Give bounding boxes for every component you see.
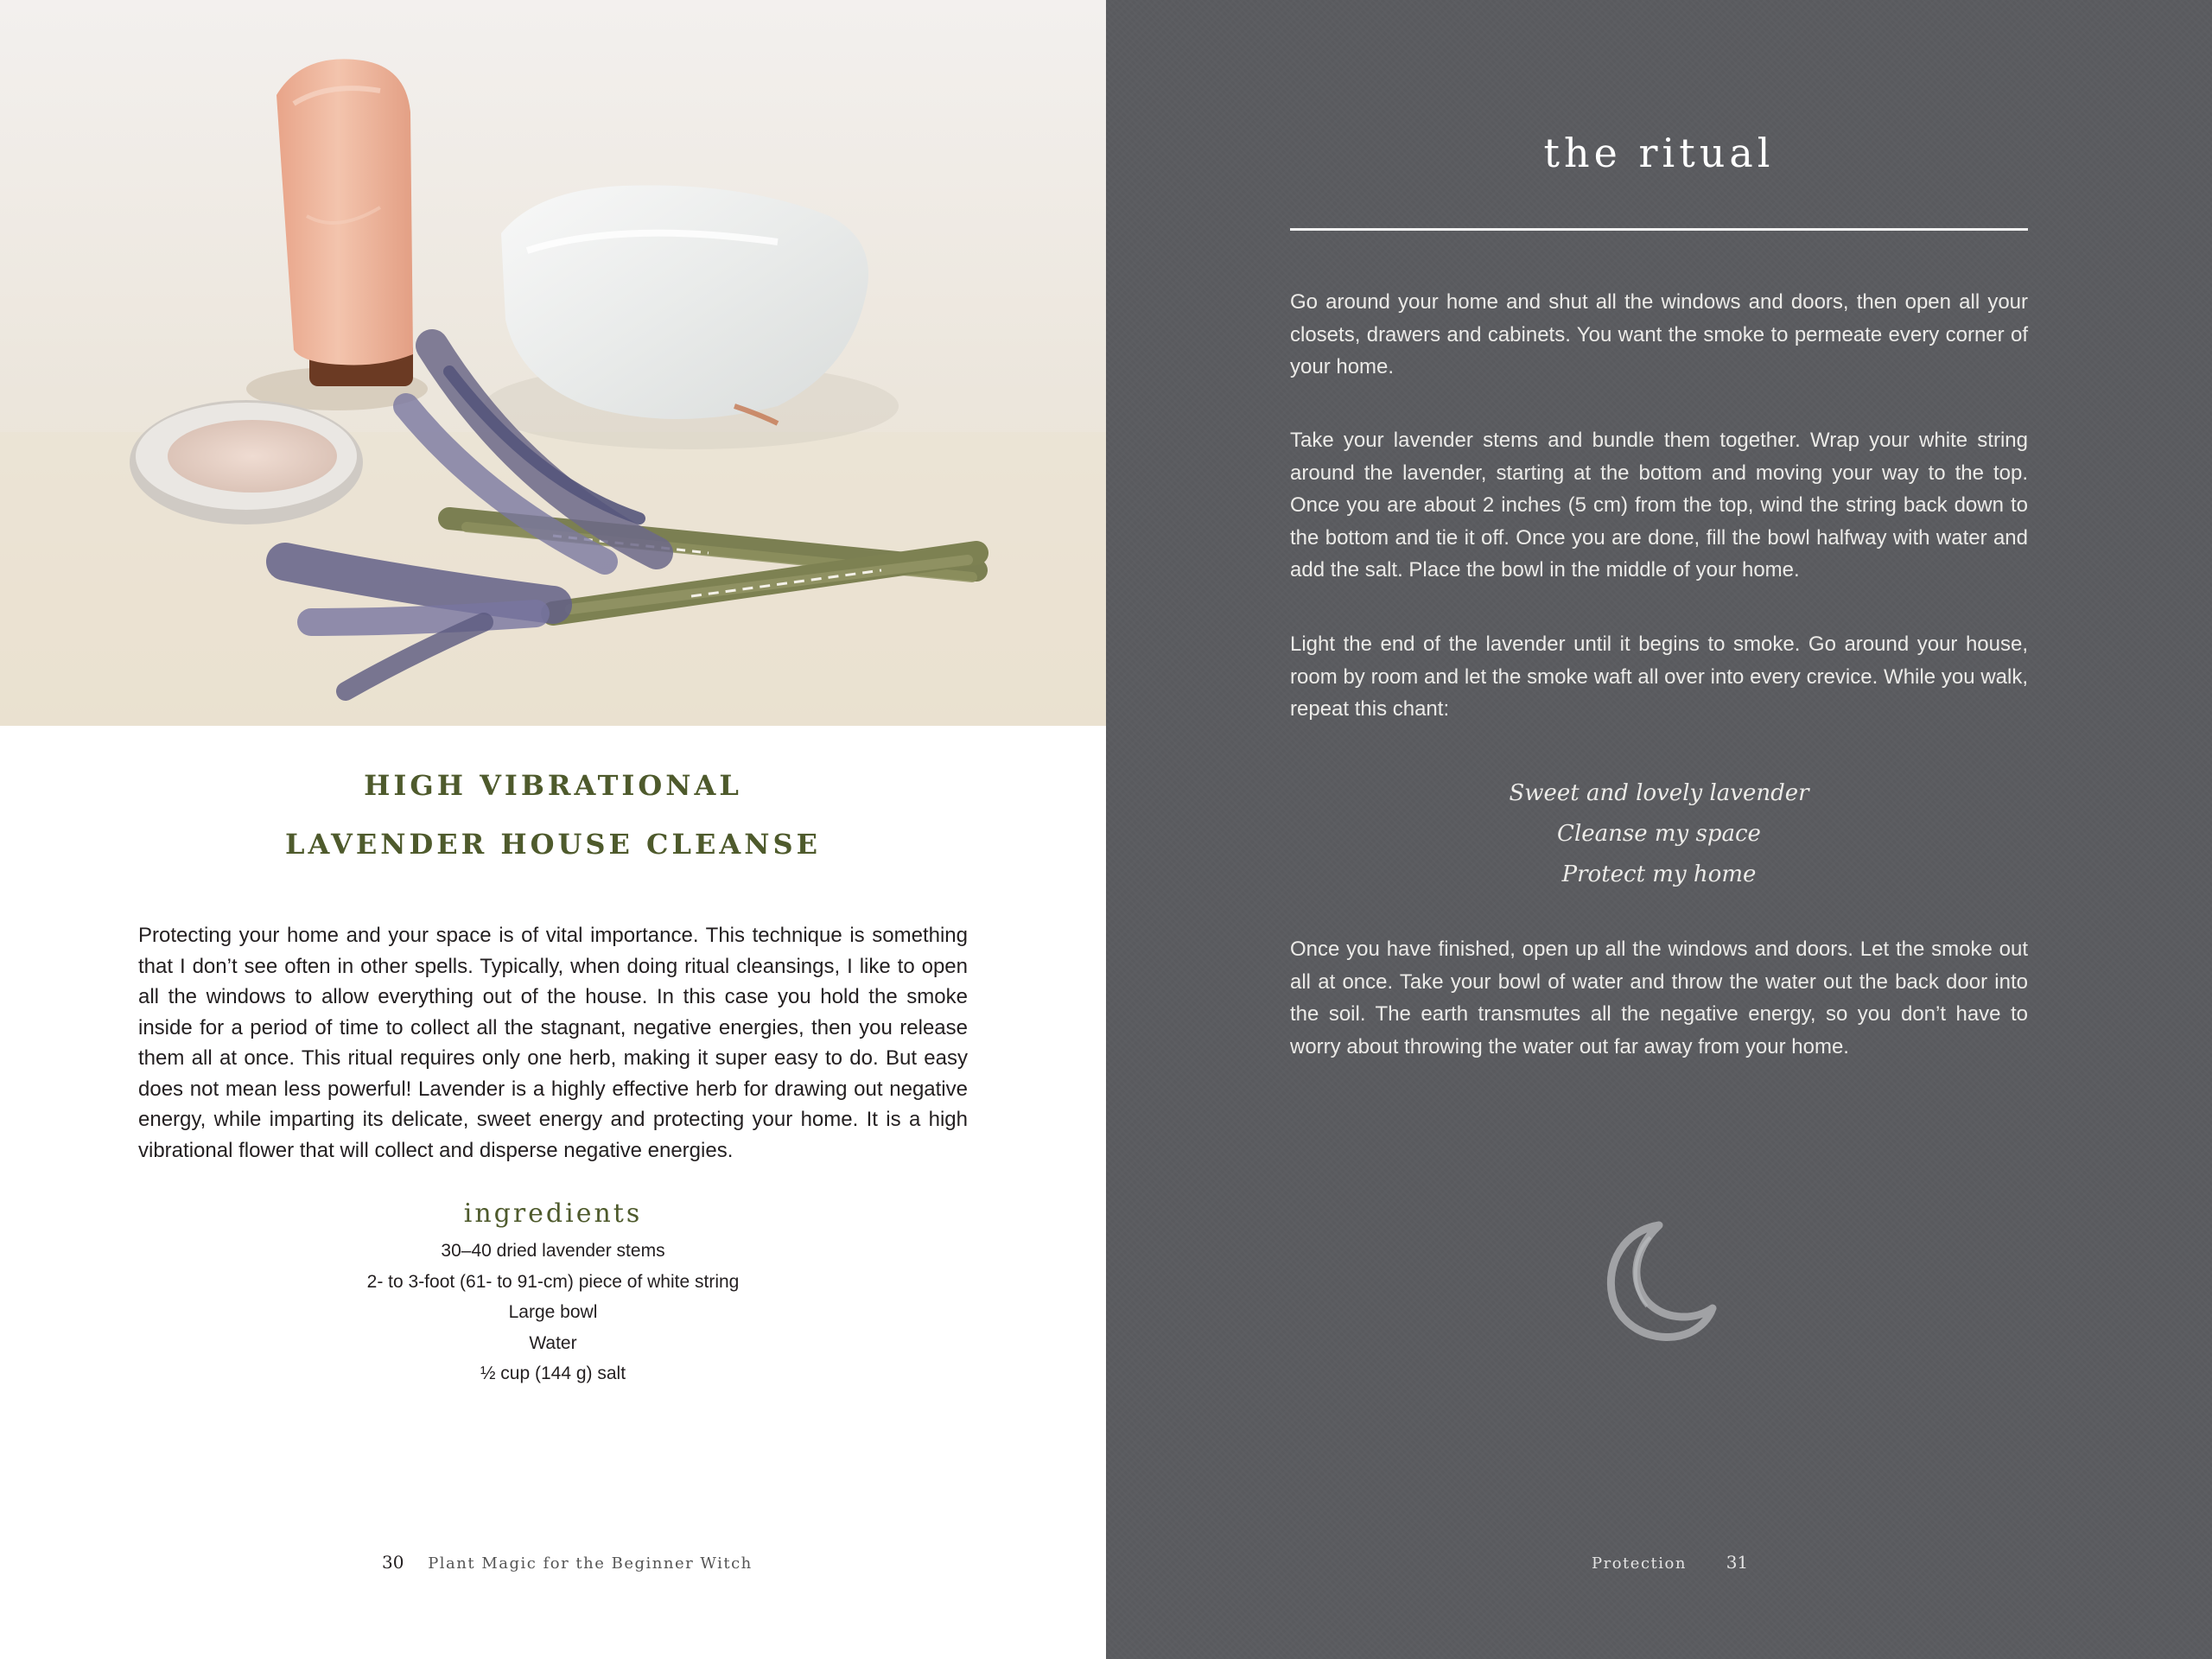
- recipe-title-line-2: LAVENDER HOUSE CLEANSE: [285, 828, 821, 861]
- right-page-footer: [1592, 1552, 1748, 1573]
- crescent-moon-icon: [1599, 1218, 1719, 1348]
- chant: [1290, 773, 2028, 895]
- page-number: 30: [382, 1552, 404, 1573]
- right-page: [1106, 0, 2212, 1659]
- recipe-title-line-1: HIGH VIBRATIONAL: [364, 769, 742, 802]
- ritual-paragraph-3: Light the end of the lavender until it begins to smoke. Go around your house, room by room and let the smoke waft all over into every crevice. While you walk, repeat this chant:: [1290, 632, 2028, 721]
- heading-divider: [1290, 228, 2028, 231]
- left-page-footer: [382, 1552, 753, 1573]
- ritual-paragraph-1: Go around your home and shut all the windows and doors, then open all your closets, drawers and cabinets. You want the smoke to permeate every corner of your home.: [1290, 290, 2028, 378]
- intro-paragraph: Protecting your home and your space is of vital importance. This technique is something that I don’t see often in other spells. Typically, when doing ritual cleansings, I like to open all the windows to allow everything out of the house. In this case you hold the smoke inside for a period of time to collect all the stagnant, negative energies, then you release them all at once. This ritual requires only one herb, making it super easy to do. But easy does not mean less powerful! Lavender is a highly effective herb for drawing out negative energy, while imparting its delicate, sweet energy and protecting your home. It is a high vibrational flower that will collect and disperse negative energies.: [138, 924, 968, 1162]
- chant-line: Cleanse my space: [1557, 821, 1761, 847]
- page-number: 31: [1726, 1552, 1749, 1573]
- ritual-paragraph-4: Once you have finished, open up all the windows and doors. Let the smoke out all at once. Take your bowl of water and throw the water out the back door into the soil. The earth transmutes all the negative energy, so you don’t have to worry about throwing the water out far away from your home.: [1290, 938, 2028, 1058]
- chant-line: Sweet and lovely lavender: [1509, 780, 1809, 806]
- ingredients-list: [294, 1236, 812, 1389]
- ingredient-item: ½ cup (144 g) salt: [480, 1363, 626, 1383]
- chant-line: Protect my home: [1561, 861, 1757, 887]
- running-section-title: Protection: [1592, 1554, 1687, 1573]
- ingredient-item: 30–40 dried lavender stems: [441, 1241, 665, 1261]
- ingredient-item: Large bowl: [508, 1302, 598, 1322]
- running-book-title: Plant Magic for the Beginner Witch: [428, 1554, 753, 1573]
- ritual-heading: the ritual: [1543, 130, 1775, 176]
- ingredient-item: 2- to 3-foot (61- to 91-cm) piece of white string: [366, 1271, 740, 1292]
- lavender-salt-photo: [0, 0, 1106, 726]
- ingredients-heading: ingredients: [463, 1198, 643, 1229]
- ingredient-item: Water: [529, 1332, 577, 1353]
- ritual-paragraph-2: Take your lavender stems and bundle them together. Wrap your white string around the lavender, starting at the bottom and moving your way to the top. Once you are about 2 inches (5 cm) from the top, wind the string back down to the bottom and tie it off. Once you are done, fill the bowl halfway with water and add the salt. Place the bowl in the middle of your home.: [1290, 429, 2028, 582]
